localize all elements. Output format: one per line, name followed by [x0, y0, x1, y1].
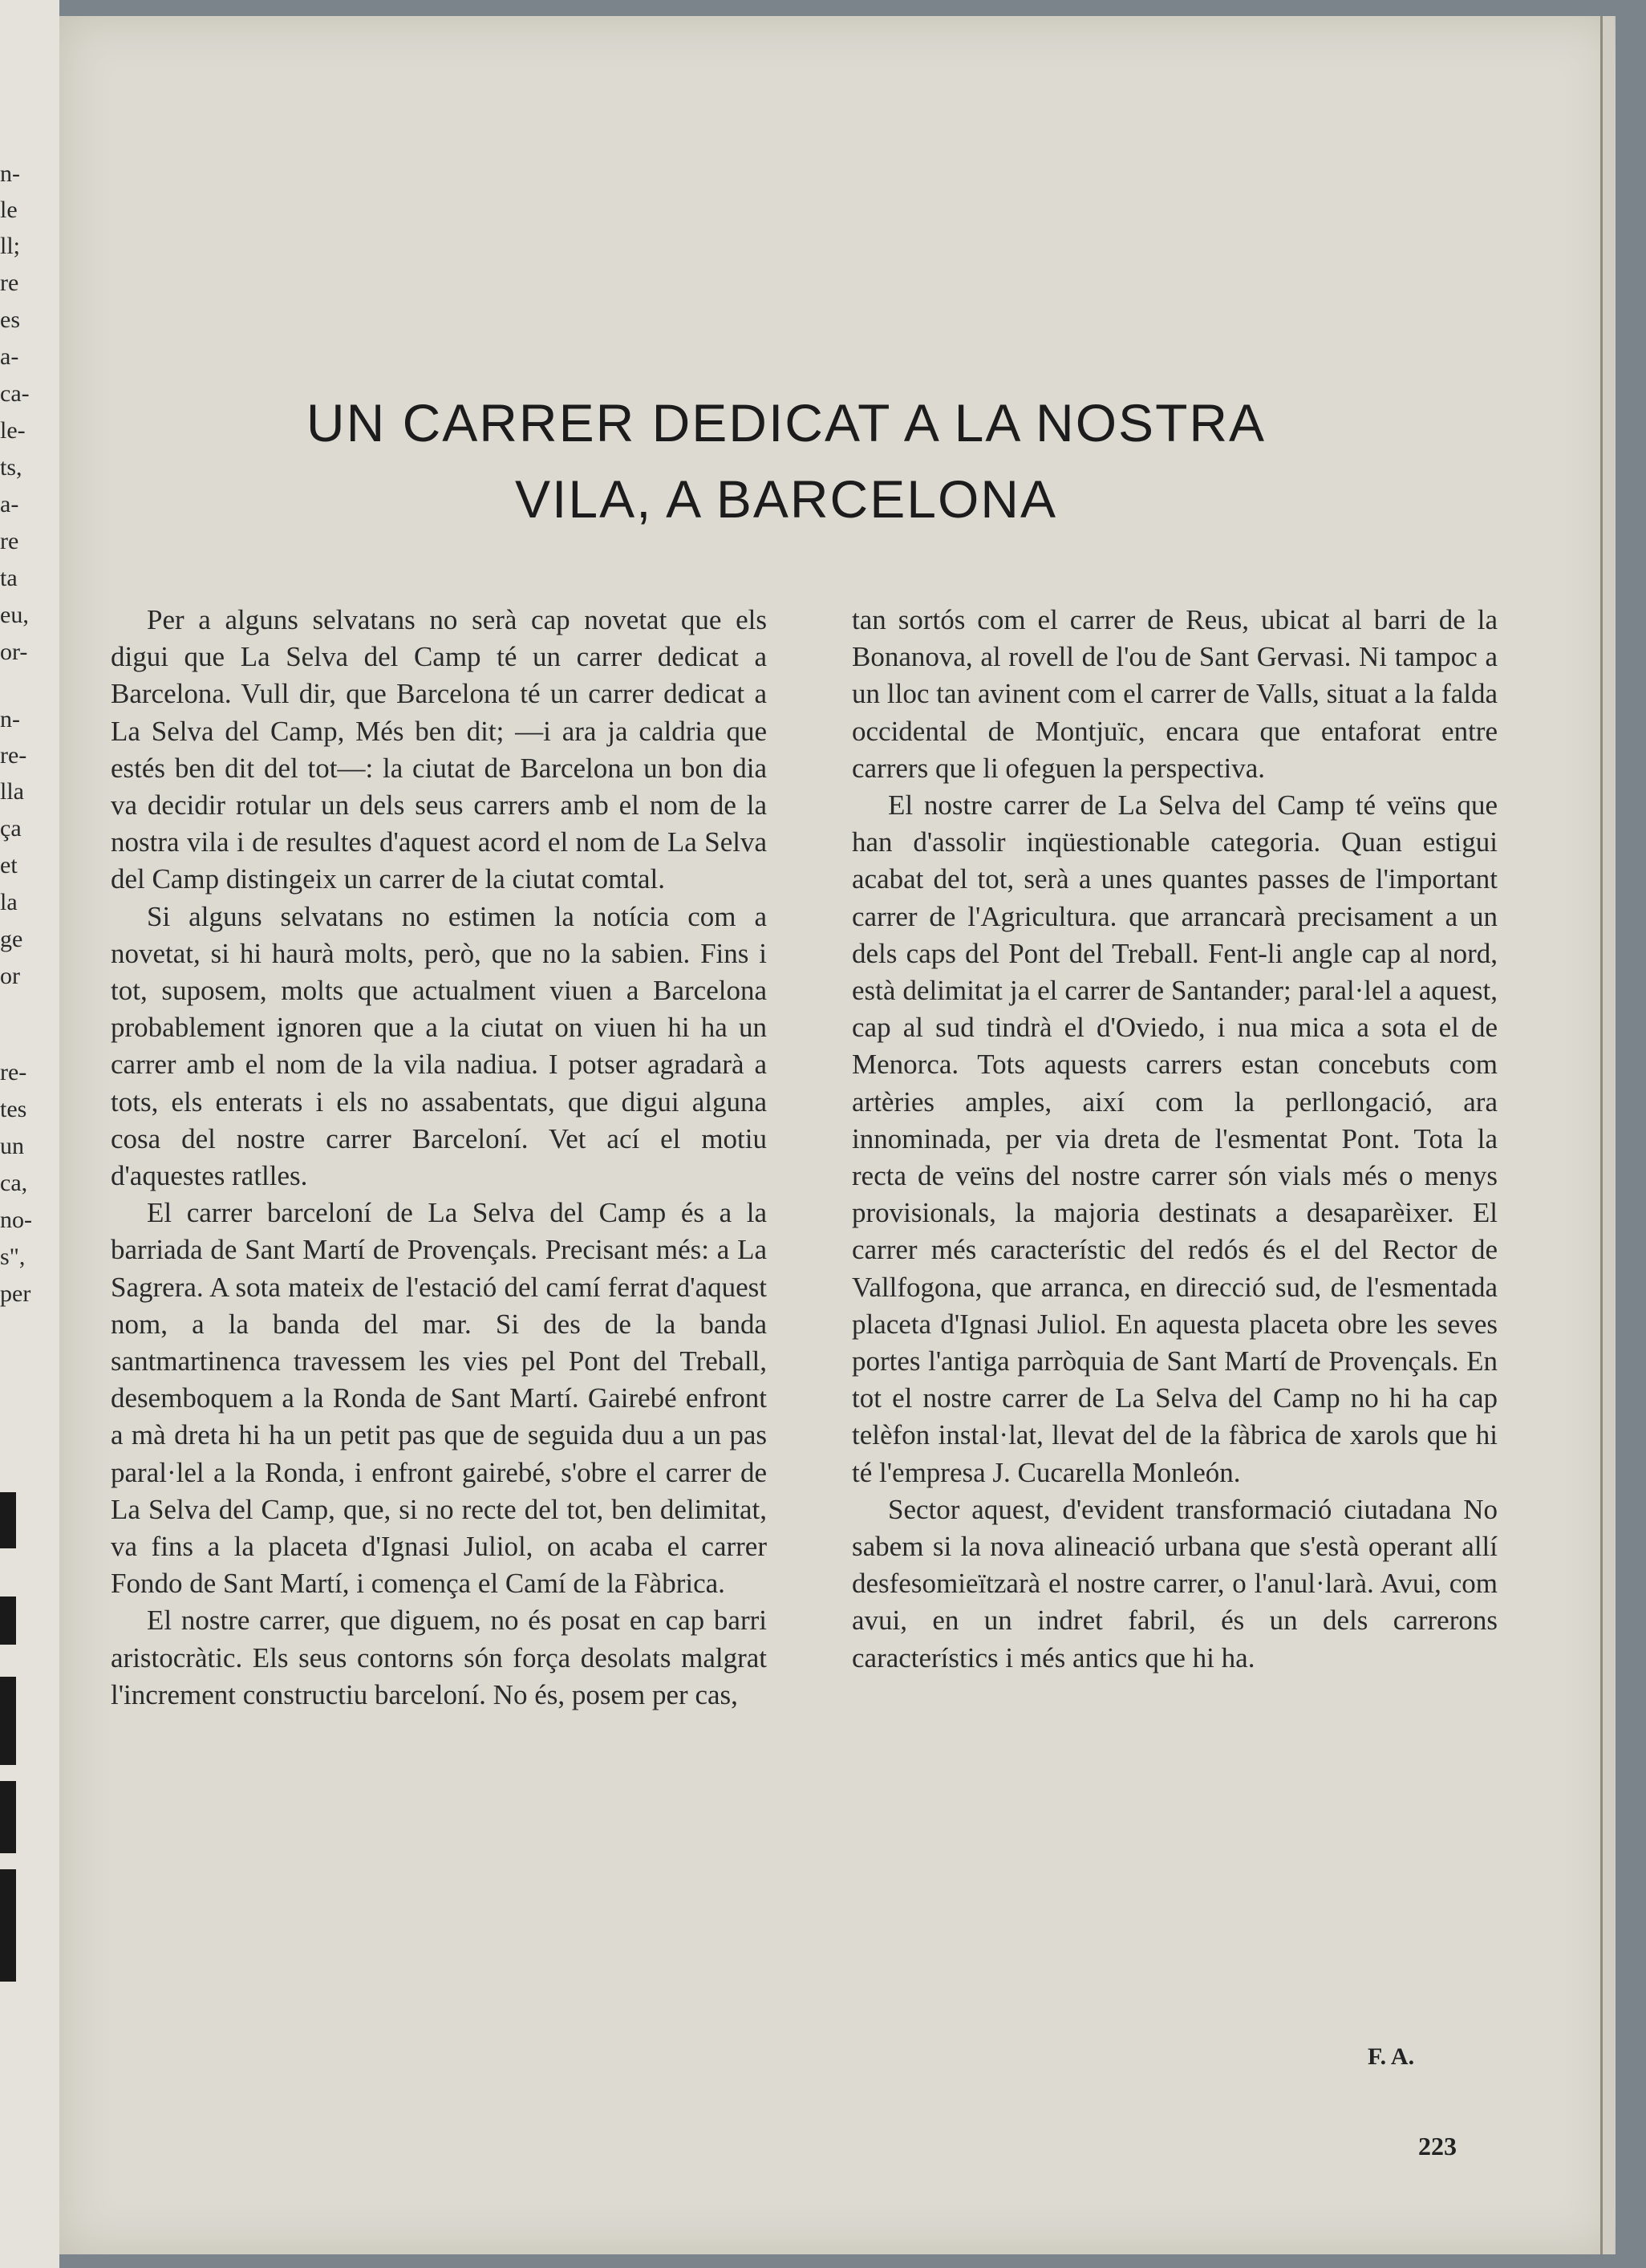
paragraph: Sector aquest, d'evident transformació ciutadana No sabem si la nova alineació urbana que s'està operant allí desfesomieïtzarà el nostre carrer, o l'anul·larà. Avui, com avui, en un indret fabril, és un dels carrerons característics i més antics que hi ha. [852, 1493, 1498, 1674]
article-title [184, 385, 1388, 538]
margin-fragment: ça [0, 815, 22, 842]
paragraph: El nostre carrer, que diguem, no és posat en cap barri aristocràtic. Els seus contorns són força desolats malgrat l'increment constructiu barceloní. No és, posem per cas, [111, 1605, 767, 1710]
left-column [111, 602, 767, 1714]
margin-fragment: re- [0, 1059, 27, 1085]
margin-fragment: or [0, 963, 20, 989]
margin-fragment: re [0, 528, 19, 554]
margin-fragment: lla [0, 778, 24, 805]
margin-fragment: ca- [0, 380, 30, 407]
paragraph: Per a alguns selvatans no serà cap novetat que els digui que La Selva del Camp té un carrer dedicat a Barcelona. Vull dir, que Barcelona té un carrer dedicat a La Selva del Camp, Més ben dit; —i ara ja caldria que estés ben dit del tot—: la ciutat de Barcelona un bon dia va decidir rotular un dels seus carrers amb el nom de la nostra vila i de resultes d'aquest acord el nom de La Selva del Camp distingeix un carrer de la ciutat comtal. [111, 604, 767, 895]
margin-fragment: es [0, 306, 20, 333]
margin-fragment: n- [0, 160, 20, 187]
margin-image-fragment [0, 1869, 16, 1982]
margin-fragment: le [0, 197, 18, 223]
margin-fragment: un [0, 1133, 24, 1159]
margin-image-fragment [0, 1781, 16, 1853]
margin-image-fragment [0, 1597, 16, 1645]
previous-page-edge [0, 0, 59, 2268]
margin-image-fragment [0, 1677, 16, 1765]
margin-fragment: per [0, 1280, 31, 1307]
margin-fragment: la [0, 889, 18, 915]
margin-fragment: no- [0, 1207, 32, 1233]
margin-image-fragment [0, 1492, 16, 1548]
margin-fragment: or- [0, 639, 28, 665]
margin-fragment: a- [0, 491, 19, 517]
margin-fragment: ta [0, 565, 18, 591]
page-binding-edge [1600, 16, 1614, 2254]
margin-fragment: le- [0, 417, 26, 444]
margin-fragment: tes [0, 1096, 27, 1122]
paragraph: El carrer barceloní de La Selva del Camp és a la barriada de Sant Martí de Provençals. Precisant més: a La Sagrera. A sota mateix de l'estació del camí ferrat d'aquest nom, a la banda del mar. Si des de la banda santmartinenca travessem les vies pel Pont del Treball, desemboquem a la Ronda de Sant Martí. Gairebé enfront a mà dreta hi ha un petit pas que de seguida duu a un pas paral·lel a la Ronda, i enfront gairebé, s'obre el carrer de La Selva del Camp, que, si no recte del tot, ben delimitat, va fins a la placeta d'Ignasi Juliol, on acaba el carrer Fondo de Sant Martí, i comença el Camí de la Fàbrica. [111, 1197, 767, 1600]
margin-fragment: a- [0, 343, 19, 370]
margin-fragment: ca, [0, 1170, 28, 1196]
margin-fragment: s", [0, 1244, 26, 1270]
page-number: 223 [1418, 2132, 1457, 2160]
paragraph-continuation: tan sortós com el carrer de Reus, ubicat al barri de la Bonanova, al rovell de l'ou de Sant Gervasi. Ni tampoc a un lloc tan avinent com el carrer de Valls, situat a la falda occidental de Montjuïc, encara que entaforat entre carrers que li ofeguen la perspectiva. [852, 604, 1498, 784]
paragraph: Si alguns selvatans no estimen la notícia com a novetat, si hi haurà molts, però, que no la sabien. Fins i tot, suposem, molts que actualment viuen a Barcelona probablement ignoren que a la ciutat on viuen hi ha un carrer amb el nom de la vila nadiua. I potser agradarà a tots, els enterats i els no assabentats, que digui alguna cosa del nostre carrer Barceloní. Vet ací el motiu d'aquestes ratlles. [111, 900, 767, 1192]
margin-fragment: eu, [0, 602, 29, 628]
title-line-2: VILA, A BARCELONA [515, 469, 1057, 529]
title-line-1: UN CARRER DEDICAT A LA NOSTRA [306, 393, 1267, 452]
right-column [852, 602, 1498, 1677]
margin-fragment: ts, [0, 454, 22, 481]
margin-fragment: n- [0, 706, 20, 732]
paragraph: El nostre carrer de La Selva del Camp té veïns que han d'assolir inqüestionable categoria. Quan estigui acabat del tot, serà a unes quantes passes de l'important carrer de l'Agricultura. que arrancarà precisament a un dels caps del Pont del Treball. Fent-li angle cap al nord, està delimitat ja el carrer de Santander; paral·lel a aquest, cap al sud tindrà el d'Oviedo, i nua mica a sota el de Menorca. Tots aquests carrers estan concebuts com artèries amples, així com la perllongació, ara innominada, per via dreta de l'esmentat Pont. Tota la recta de veïns del nostre carrer són vials més o menys provisionals, la majoria destinats a desaparèixer. El carrer més característic del redós és el del Rector de Vallfogona, que arranca, en direcció sud, de l'esmentada placeta d'Ignasi Juliol. En aquesta placeta obre les seves portes l'antiga parròquia de Sant Martí de Provençals. En tot el nostre carrer de La Selva del Camp no hi ha cap telèfon instal·lat, llevat del de la fàbrica de xarols que hi té l'empresa J. Cucarella Monleón. [852, 789, 1498, 1488]
margin-fragment: re- [0, 742, 27, 769]
margin-fragment: ll; [0, 233, 21, 259]
author-signature: F. A. [1368, 2043, 1415, 2070]
margin-fragment: ge [0, 926, 23, 952]
margin-fragment: et [0, 852, 18, 878]
margin-fragment: re [0, 270, 19, 296]
